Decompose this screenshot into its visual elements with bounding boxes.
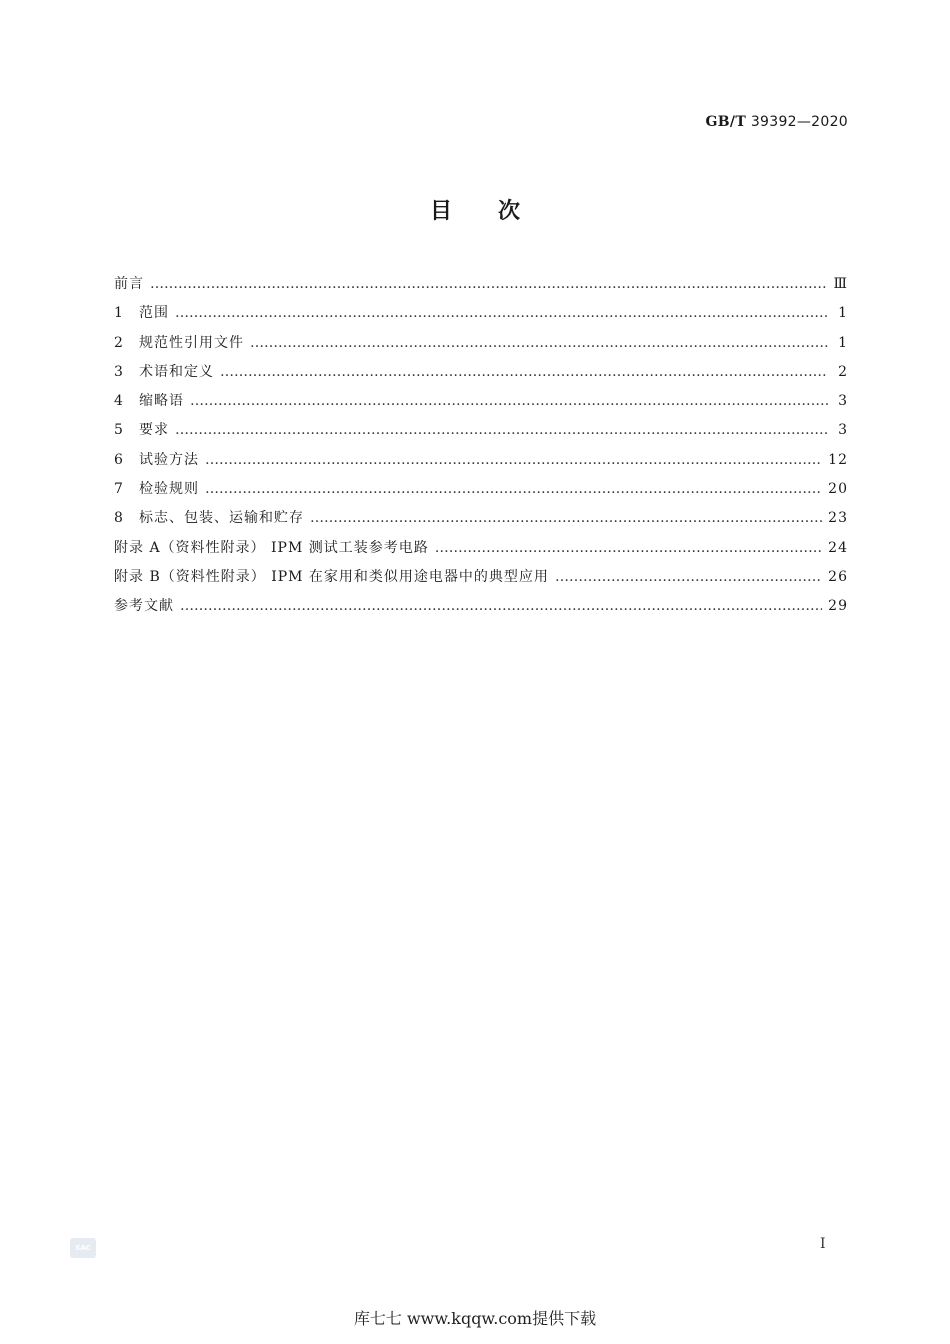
toc-label: 检验规则 (139, 481, 199, 498)
toc-page-number: 1 (838, 334, 848, 351)
toc-label: 试验方法 (139, 451, 199, 468)
toc-leader-dots (435, 538, 822, 558)
toc-section-number: 4 (114, 393, 124, 410)
sac-logo-icon: SAC (70, 1238, 96, 1258)
toc-page-number: 20 (828, 481, 848, 498)
toc-page-number: 29 (828, 598, 848, 615)
toc-section-number: 8 (114, 510, 124, 527)
toc-page-number: 1 (838, 305, 848, 322)
toc-leader-dots (205, 450, 822, 470)
toc-item-bibliography[interactable] (114, 596, 848, 625)
toc-label: 附录 A（资料性附录） IPM 测试工装参考电路 (114, 539, 429, 556)
toc-leader-dots (150, 274, 827, 294)
toc-page-number: 12 (828, 451, 848, 468)
toc-item-scope[interactable] (114, 303, 848, 332)
toc-page-number: 3 (838, 422, 848, 439)
download-footer: 库七七 www.kqqw.com提供下载 (353, 1309, 597, 1328)
toc-label: 范围 (139, 305, 169, 322)
toc-label: 术语和定义 (139, 363, 214, 380)
toc-label: 规范性引用文件 (139, 334, 244, 351)
toc-section-number: 7 (114, 481, 124, 498)
toc-leader-dots (180, 596, 822, 616)
page-title: 目次 (429, 199, 566, 224)
toc-item-annex-a[interactable] (114, 538, 848, 567)
toc-label: 参考文献 (114, 598, 174, 615)
toc-item-foreword[interactable] (114, 274, 848, 303)
toc-label: 前言 (114, 276, 144, 292)
standard-code (706, 114, 848, 130)
toc-leader-dots (220, 362, 828, 382)
toc-item-annex-b[interactable] (114, 567, 848, 596)
toc-item-terms-definitions[interactable] (114, 362, 848, 391)
toc-item-normative-references[interactable] (114, 333, 848, 362)
toc-item-requirements[interactable] (114, 420, 848, 449)
toc-page-number: 24 (828, 539, 848, 556)
toc-page-number: 23 (828, 510, 848, 527)
toc-item-inspection-rules[interactable] (114, 479, 848, 508)
toc-section-number: 2 (114, 334, 124, 351)
toc-label: 附录 B（资料性附录） IPM 在家用和类似用途电器中的典型应用 (114, 568, 549, 585)
toc-section-number: 1 (114, 305, 124, 322)
toc-section-number: 3 (114, 363, 124, 380)
toc-item-abbreviations[interactable] (114, 391, 848, 420)
toc-page-number: 2 (838, 363, 848, 380)
toc-leader-dots (175, 420, 828, 440)
toc-leader-dots (205, 479, 822, 499)
standard-prefix: GB/T (705, 114, 747, 130)
toc-leader-dots (250, 333, 828, 353)
toc-page-number: 3 (838, 393, 848, 410)
toc-page-number: 26 (828, 568, 848, 585)
toc-label: 要求 (139, 422, 169, 439)
table-of-contents (114, 274, 848, 626)
toc-section-number: 5 (114, 422, 124, 439)
standard-number: 39392—2020 (750, 114, 848, 130)
toc-page-number: Ⅲ (833, 276, 848, 292)
toc-leader-dots (555, 567, 822, 587)
toc-label: 缩略语 (139, 393, 184, 410)
toc-item-test-methods[interactable] (114, 450, 848, 479)
page-number: I (820, 1236, 826, 1252)
toc-leader-dots (310, 508, 822, 528)
toc-leader-dots (175, 303, 828, 323)
toc-leader-dots (190, 391, 828, 411)
toc-item-marking-packaging[interactable] (114, 508, 848, 537)
toc-label: 标志、包装、运输和贮存 (139, 510, 304, 527)
toc-section-number: 6 (114, 451, 124, 468)
